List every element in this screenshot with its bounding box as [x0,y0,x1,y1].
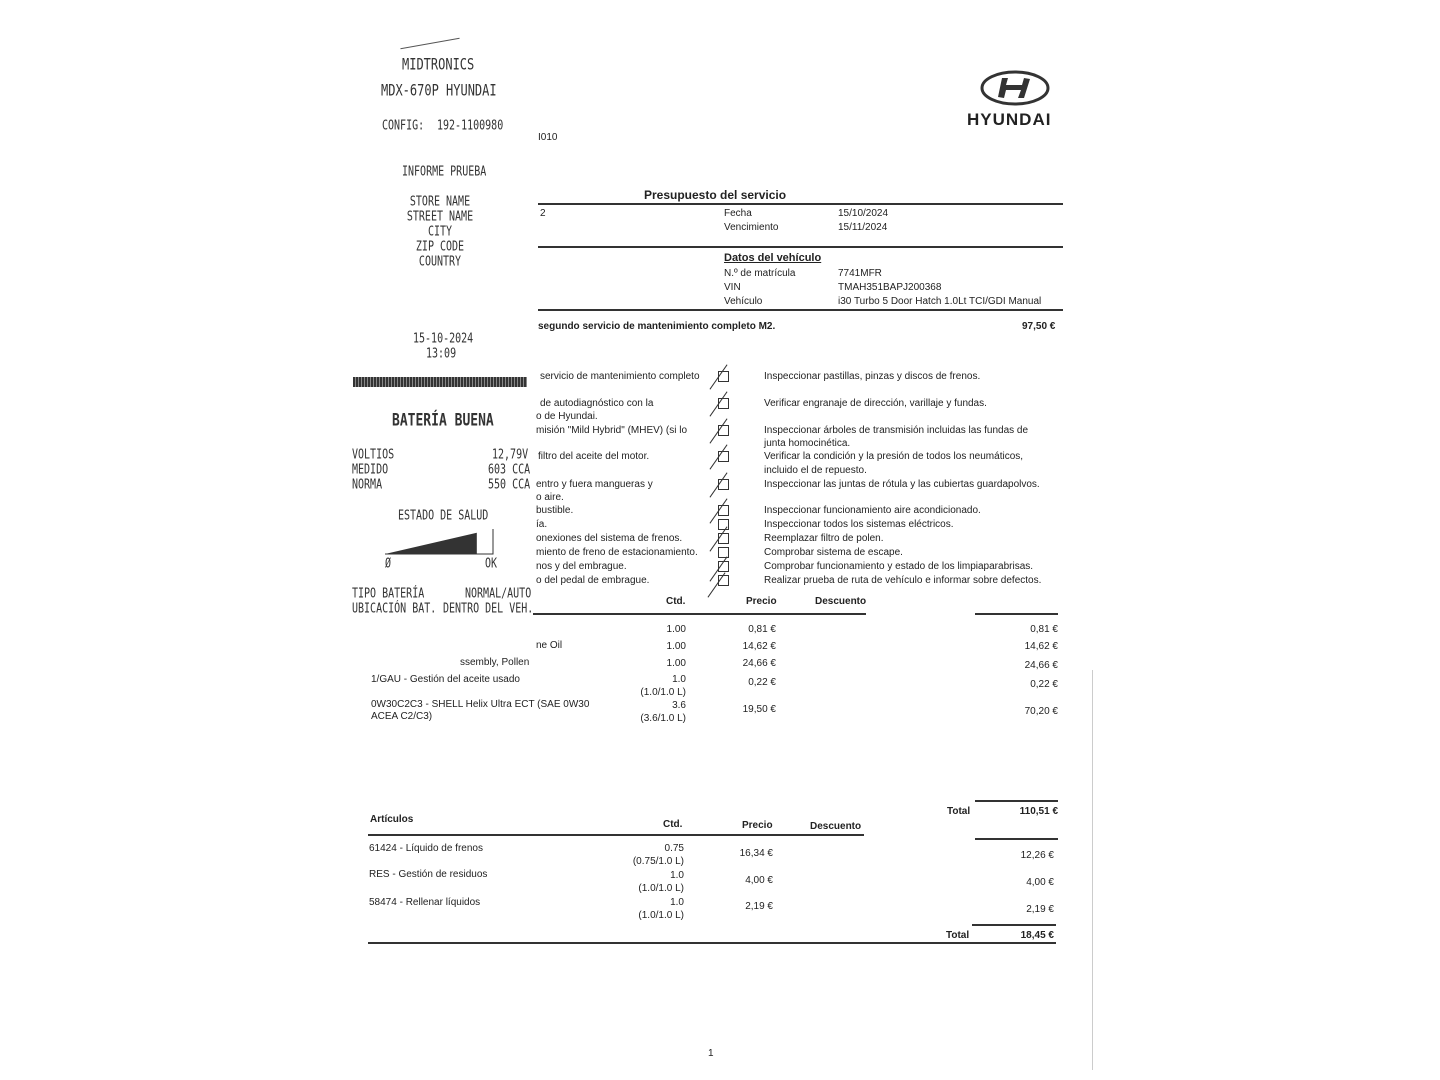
metric-label: NORMA [352,478,383,493]
table2-header-qty: Ctd. [663,819,683,830]
battery-type-value: NORMAL/AUTO [465,587,532,602]
qty: 1.00 [666,624,686,635]
logo-text: HYUNDAI [967,110,1052,129]
vehicle-section-title: Datos del vehículo [724,252,822,264]
item: 61424 - Líquido de frenos [369,843,483,854]
table2-header-price: Precio [742,820,773,831]
vin-value: TMAH351BAPJ200368 [838,282,942,293]
qty: 1.0 [672,674,686,685]
page-number: 1 [708,1048,714,1059]
metric-label: MEDIDO [352,463,389,478]
checklist-right-item: Comprobar funcionamiento y estado de los limpiaparabrisas. [764,561,1034,572]
receipt-time: 13:09 [426,347,457,362]
total: 70,20 € [1024,706,1058,717]
item: ssembly, Pollen [460,657,530,668]
total: 0,81 € [1030,624,1058,635]
vehiculo-value: i30 Turbo 5 Door Hatch 1.0Lt TCI/GDI Manual [838,296,1042,307]
document-title: Presupuesto del servicio [644,188,787,202]
table1-header-qty: Ctd. [666,596,686,607]
matricula-label: N.º de matrícula [724,268,796,279]
price: 4,00 € [745,875,773,886]
checklist-right-item: Inspeccionar funcionamiento aire acondicionado. [764,505,981,516]
price: 0,22 € [748,677,776,688]
checklist-left-item: de autodiagnóstico con la [540,398,654,409]
service-title: segundo servicio de mantenimiento completo M2. [538,321,776,332]
checklist-left-item: miento de freno de estacionamiento. [536,547,698,558]
total: 12,26 € [1020,850,1054,861]
qty: 3.6 [672,700,686,711]
metric-value: 550 CCA [488,478,531,493]
checklist-right-item: junta homocinética. [764,438,851,449]
health-max: OK [485,557,498,572]
checklist-left-item: onexiones del sistema de frenos. [536,533,683,544]
qty-detail: (1.0/1.0 L) [638,883,684,894]
checklist-right-item: Inspeccionar las juntas de rótula y las cubiertas guardapolvos. [764,479,1040,490]
total: 2,19 € [1026,904,1054,915]
table2-header-item: Artículos [370,814,414,825]
code-fragment: I010 [538,132,558,143]
checklist-left-item: nos y del embrague. [536,561,627,572]
receipt-config-value: 192-1100980 [437,119,504,134]
hyundai-logo-icon [980,70,1050,106]
store-line: STREET NAME [406,210,474,225]
item-line2: ACEA C2/C3) [371,711,433,722]
store-line: STORE NAME [409,195,471,210]
qty-detail: (1.0/1.0 L) [640,687,686,698]
checklist-left-item: bustible. [536,505,574,516]
checklist-right-item: incluido el de repuesto. [764,465,867,476]
qty: 0.75 [664,843,684,854]
total: 14,62 € [1024,641,1058,652]
checklist-right-item: Verificar engranaje de dirección, varillaje y fundas. [764,398,987,409]
metric-label: VOLTIOS [352,448,395,463]
checklist-left-item: o de Hyundai. [536,411,598,422]
table2-header-discount: Descuento [810,821,862,832]
total1-value: 110,51 € [1019,806,1058,817]
receipt-brand: MIDTRONICS [402,55,475,74]
item: 1/GAU - Gestión del aceite usado [371,674,520,685]
table1-header-price: Precio [746,596,777,607]
checklist-right-item: Verificar la condición y la presión de todos los neumáticos, [764,451,1024,462]
checklist-right-item: Realizar prueba de ruta de vehículo e informar sobre defectos. [764,575,1042,586]
health-gauge-fill [385,533,477,554]
receipt-result: BATERÍA BUENA [392,411,494,431]
battery-type-label: TIPO BATERÍA [352,587,425,602]
total2-value: 18,45 € [1020,930,1054,941]
checklist-left-item: o aire. [536,492,564,503]
checkbox-checked [718,519,729,530]
vencimiento-value: 15/11/2024 [838,222,888,233]
total2-label: Total [946,930,970,941]
price: 14,62 € [742,641,776,652]
total: 4,00 € [1026,877,1054,888]
location-label: UBICACIÓN BAT. [352,602,437,617]
metric-value: 12,79V [492,448,529,463]
health-min: Ø [385,557,392,572]
fecha-value: 15/10/2024 [838,208,889,219]
checklist-left-item: misión "Mild Hybrid" (MHEV) (si lo [536,425,688,436]
table1-header-discount: Descuento [815,596,867,607]
fecha-label: Fecha [724,208,752,219]
checklist-left-item: entro y fuera mangueras y [536,479,653,490]
checklist-right-item: Reemplazar filtro de polen. [764,533,884,544]
item: ne Oil [536,640,563,651]
total1-label: Total [947,806,971,817]
checklist-right-item: Comprobar sistema de escape. [764,547,903,558]
battery-receipt [345,35,533,625]
matricula-value: 7741MFR [838,268,882,279]
receipt-date: 15-10-2024 [413,332,474,347]
receipt-config-label: CONFIG: [382,119,425,134]
item: 0W30C2C3 - SHELL Helix Ultra ECT (SAE 0W30 [371,699,590,710]
total: 0,22 € [1030,679,1058,690]
qty-detail: (0.75/1.0 L) [632,856,684,867]
price: 19,50 € [742,704,776,715]
store-line: COUNTRY [418,255,462,270]
store-line: CITY [427,225,453,240]
metric-value: 603 CCA [488,463,531,478]
checklist-right-item: Inspeccionar pastillas, pinzas y discos de frenos. [764,371,981,382]
qty-detail: (1.0/1.0 L) [638,910,684,921]
price: 0,81 € [748,624,776,635]
store-line: ZIP CODE [415,240,465,255]
vencimiento-label: Vencimiento [724,222,779,233]
item: RES - Gestión de residuos [369,869,488,880]
qty-detail: (3.6/1.0 L) [640,713,686,724]
vin-label: VIN [724,282,741,293]
receipt-banner [353,377,527,387]
checklist-left-item: filtro del aceite del motor. [538,451,650,462]
total: 24,66 € [1024,660,1058,671]
service-price: 97,50 € [1022,321,1056,332]
qty: 1.0 [670,897,684,908]
checklist-left-item: servicio de mantenimiento completo [540,371,700,382]
receipt-model: MDX-670P HYUNDAI [381,81,497,100]
checklist-right-item: Inspeccionar todos los sistemas eléctricos. [764,519,954,530]
price: 16,34 € [739,848,773,859]
vehiculo-label: Vehículo [724,296,763,307]
price: 2,19 € [745,901,773,912]
checklist-left-item: o del pedal de embrague. [536,575,650,586]
checklist-right-item: Inspeccionar árboles de transmisión incluidas las fundas de [764,425,1029,436]
qty: 1.00 [666,641,686,652]
health-gauge [385,527,495,555]
price: 24,66 € [742,658,776,669]
item: 58474 - Rellenar líquidos [369,897,481,908]
checklist-left-item: ía. [536,519,548,530]
receipt-report: INFORME PRUEBA [402,165,487,180]
qty: 1.0 [670,870,684,881]
qty: 1.00 [666,658,686,669]
health-label: ESTADO DE SALUD [398,509,489,524]
location-value: DENTRO DEL VEH. [443,602,534,617]
left-fragment: 2 [540,208,546,219]
